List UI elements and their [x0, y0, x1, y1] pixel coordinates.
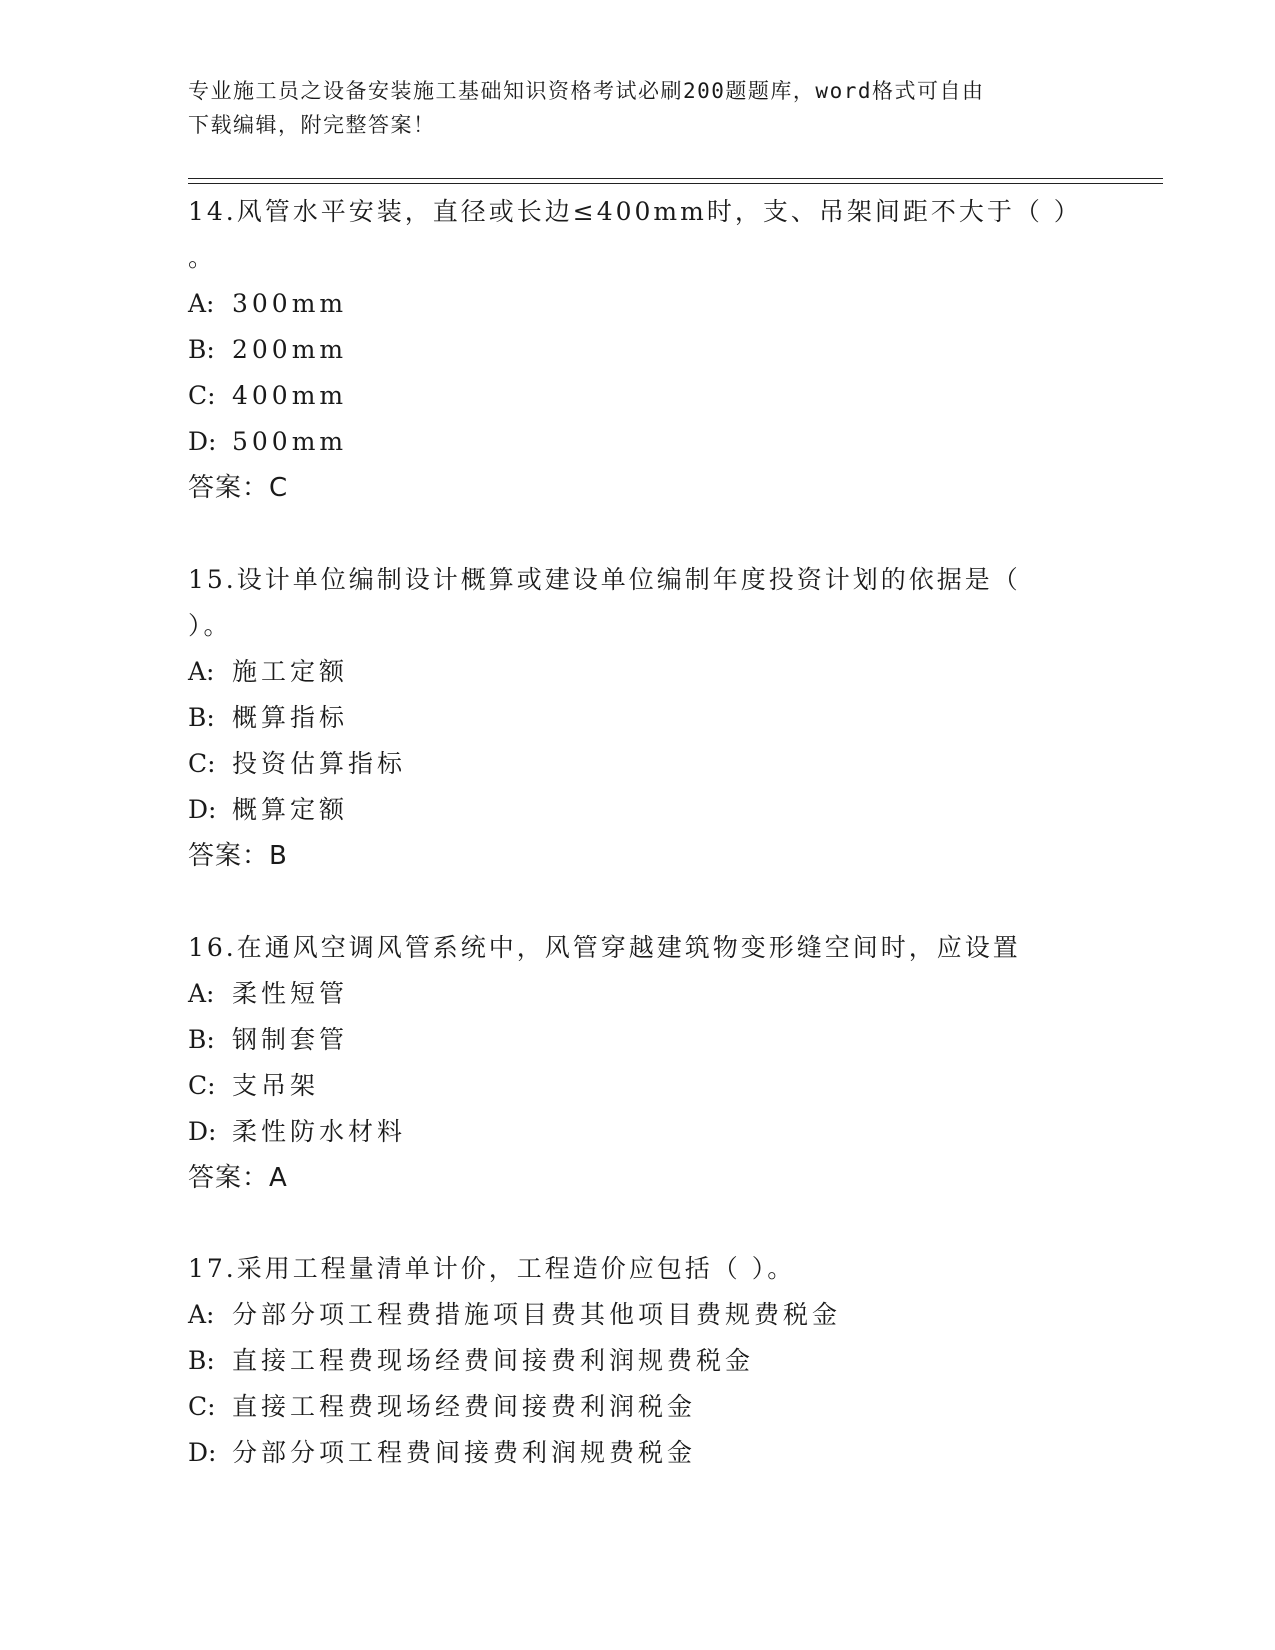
option-d	[188, 1109, 1088, 1155]
option-d	[188, 787, 1088, 833]
question-stem-continuation: 。	[188, 243, 217, 272]
option-text: 柔性短管	[232, 979, 349, 1008]
option-label: D:	[188, 1117, 217, 1146]
option-text: 500mm	[232, 427, 348, 456]
option-label: D:	[188, 1438, 217, 1467]
option-text: 支吊架	[232, 1071, 320, 1100]
question-stem: 17.采用工程量清单计价，工程造价应包括（ ）。	[188, 1254, 796, 1283]
option-text: 柔性防水材料	[232, 1117, 407, 1146]
option-label: A:	[188, 657, 215, 686]
option-text: 钢制套管	[232, 1025, 349, 1054]
option-d	[188, 419, 1088, 465]
header-line-1: 专业施工员之设备安装施工基础知识资格考试必刷200题题库，word格式可自由	[188, 79, 985, 103]
option-c	[188, 1384, 1088, 1430]
question-stem-continuation: ）。	[188, 611, 232, 640]
option-text: 施工定额	[232, 657, 349, 686]
option-a	[188, 1292, 1088, 1338]
option-text: 概算指标	[232, 703, 349, 732]
option-label: C:	[188, 749, 216, 778]
question-16	[188, 925, 1088, 1201]
option-label: B:	[188, 703, 215, 732]
question-stem: 16.在通风空调风管系统中，风管穿越建筑物变形缝空间时，应设置	[188, 933, 1021, 962]
answer-line: 答案：C	[188, 473, 289, 503]
option-text: 分部分项工程费措施项目费其他项目费规费税金	[232, 1300, 842, 1329]
question-14	[188, 189, 1088, 511]
option-a	[188, 649, 1088, 695]
option-text: 200mm	[232, 335, 348, 364]
answer-line: 答案：A	[188, 1163, 288, 1193]
option-c	[188, 373, 1088, 419]
option-text: 300mm	[232, 289, 348, 318]
option-text: 直接工程费现场经费间接费利润税金	[232, 1392, 697, 1421]
option-b	[188, 695, 1088, 741]
option-label: D:	[188, 795, 217, 824]
option-label: D:	[188, 427, 217, 456]
option-text: 分部分项工程费间接费利润规费税金	[232, 1438, 697, 1467]
option-label: A:	[188, 289, 215, 318]
option-c	[188, 1063, 1088, 1109]
option-text: 直接工程费现场经费间接费利润规费税金	[232, 1346, 755, 1375]
option-label: C:	[188, 1392, 216, 1421]
option-b	[188, 327, 1088, 373]
answer-line: 答案：B	[188, 841, 288, 871]
option-a	[188, 971, 1088, 1017]
header-divider-bottom	[188, 183, 1163, 184]
question-stem: 14.风管水平安装，直径或长边≤400mm时，支、吊架间距不大于（ ）	[188, 197, 1082, 226]
option-label: B:	[188, 335, 215, 364]
option-label: B:	[188, 1346, 215, 1375]
question-stem: 15.设计单位编制设计概算或建设单位编制年度投资计划的依据是（	[188, 565, 1021, 594]
option-d	[188, 1430, 1088, 1476]
option-label: A:	[188, 1300, 215, 1329]
option-c	[188, 741, 1088, 787]
option-b	[188, 1338, 1088, 1384]
option-a	[188, 281, 1088, 327]
document-header	[188, 74, 1088, 142]
option-text: 概算定额	[232, 795, 349, 824]
option-label: C:	[188, 1071, 216, 1100]
option-b	[188, 1017, 1088, 1063]
option-label: A:	[188, 979, 215, 1008]
question-15	[188, 557, 1088, 879]
option-label: C:	[188, 381, 216, 410]
option-text: 投资估算指标	[232, 749, 407, 778]
header-divider-top	[188, 178, 1163, 179]
header-line-2: 下载编辑，附完整答案！	[188, 113, 436, 137]
question-17	[188, 1246, 1088, 1476]
option-label: B:	[188, 1025, 215, 1054]
option-text: 400mm	[232, 381, 348, 410]
